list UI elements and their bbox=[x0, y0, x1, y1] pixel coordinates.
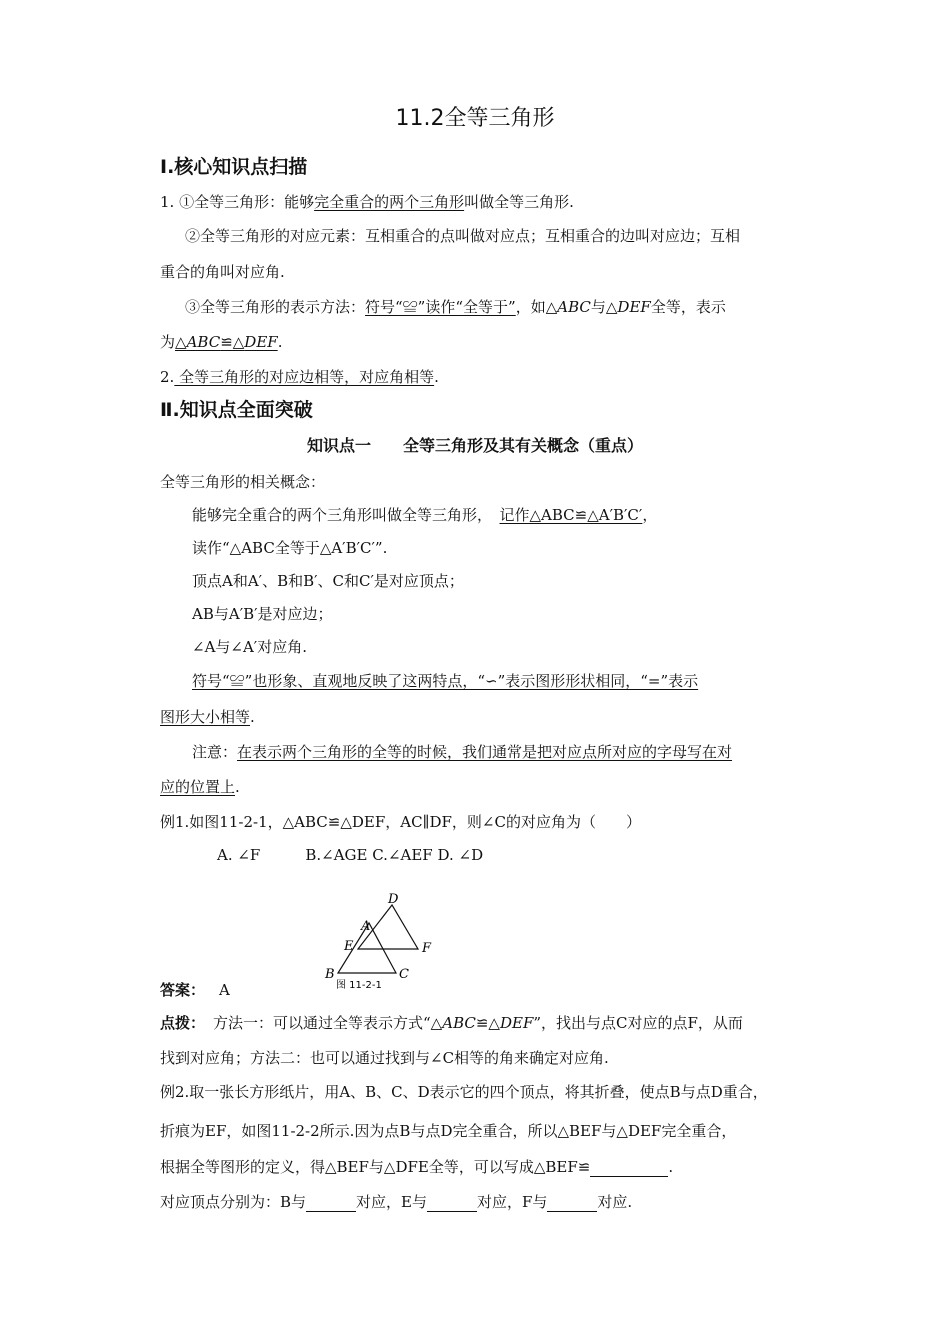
example-1-hint-line-1 bbox=[160, 1013, 743, 1033]
label-b: B bbox=[325, 967, 335, 982]
text: 能够完全重合的两个三角形叫做全等三角形， bbox=[192, 506, 500, 524]
underlined-text bbox=[175, 333, 278, 351]
text: 方法一：可以通过全等表示方式“△ bbox=[213, 1014, 443, 1032]
example-1-answer bbox=[160, 980, 230, 1000]
example-1-hint-line-2: 找到对应角；方法二：也可以通过找到与∠C相等的角来确定对应角. bbox=[160, 1049, 609, 1067]
note-line-1 bbox=[192, 742, 732, 762]
figure-caption: 图 11-2-1 bbox=[336, 980, 382, 991]
concept-line-5: ∠A与∠A′对应角. bbox=[192, 638, 307, 656]
answer-blank[interactable] bbox=[590, 1161, 668, 1177]
paragraph-1-line-2: ②全等三角形的对应元素：互相重合的点叫做对应点；互相重合的边叫对应边；互相 bbox=[185, 227, 741, 245]
italic-text: ABC bbox=[557, 298, 591, 316]
text: 根据全等图形的定义，得△BEF与△DFE全等，可以写成△BEF≌ bbox=[160, 1158, 591, 1176]
text: 对应，F与 bbox=[476, 1193, 548, 1211]
label-e: E bbox=[344, 939, 354, 954]
page-title: 11.2全等三角形 bbox=[395, 106, 555, 131]
text: 对应顶点分别为：B与 bbox=[160, 1193, 307, 1211]
text: 对应，E与 bbox=[356, 1193, 427, 1211]
section-heading-2: Ⅱ.知识点全面突破 bbox=[160, 399, 313, 421]
italic-text: DEF bbox=[617, 298, 651, 316]
text: ， bbox=[642, 506, 658, 524]
example-1-question: 例1.如图11-2-1，△ABC≌△DEF，AC∥DF，则∠C的对应角为（ ） bbox=[160, 813, 641, 831]
underlined-text: 完全重合的两个三角形 bbox=[314, 193, 465, 211]
section-heading-1: Ⅰ.核心知识点扫描 bbox=[160, 156, 308, 178]
text: 为 bbox=[160, 333, 176, 351]
underlined-text: 应的位置上 bbox=[160, 778, 236, 796]
label-a: A bbox=[361, 919, 371, 934]
paragraph-1-line-4 bbox=[185, 297, 726, 317]
label-c: C bbox=[399, 967, 409, 982]
label-d: D bbox=[388, 892, 399, 907]
italic-text: ABC bbox=[186, 333, 221, 351]
text: 2. bbox=[160, 368, 175, 386]
text: 叫做全等三角形. bbox=[464, 193, 574, 211]
figure-11-2-1 bbox=[316, 888, 446, 993]
paragraph-1-line-1 bbox=[160, 192, 574, 212]
paragraph-2 bbox=[160, 367, 439, 387]
text: 全等，表示 bbox=[650, 298, 726, 316]
text: . bbox=[434, 368, 439, 386]
text: 1. ①全等三角形：能够 bbox=[160, 193, 315, 211]
italic-text: ABC bbox=[442, 1014, 476, 1032]
paragraph-1-line-3: 重合的角叫对应角. bbox=[160, 263, 285, 281]
hint-label: 点拨： bbox=[160, 1014, 206, 1032]
text: ③全等三角形的表示方法： bbox=[185, 298, 366, 316]
text: 对应. bbox=[597, 1193, 633, 1211]
underlined-text: 图形大小相等 bbox=[160, 708, 251, 726]
answer-label: 答案： bbox=[160, 981, 206, 999]
knowledge-point-heading: 知识点一 全等三角形及其有关概念（重点） bbox=[306, 436, 643, 455]
example-2-line-4 bbox=[160, 1192, 632, 1212]
text: △ bbox=[175, 333, 187, 351]
underlined-text: 记作△ABC≌△A′B′C′ bbox=[499, 506, 643, 524]
text: ≌△ bbox=[220, 333, 245, 351]
underlined-text: 符号“≌”也形象、直观地反映了这两特点，“∽”表示图形形状相同，“=”表示 bbox=[192, 672, 699, 690]
answer-value: A bbox=[219, 981, 230, 999]
text: ，如△ bbox=[515, 298, 558, 316]
text: 与△ bbox=[590, 298, 618, 316]
example-2-line-1: 例2.取一张长方形纸片，用A、B、C、D表示它的四个顶点，将其折叠，使点B与点D重合， bbox=[160, 1083, 768, 1101]
text: ≌△ bbox=[475, 1014, 500, 1032]
text: . bbox=[668, 1158, 674, 1176]
answer-blank[interactable] bbox=[547, 1196, 597, 1212]
text: . bbox=[277, 333, 283, 351]
italic-text: DEF bbox=[244, 333, 278, 351]
concept-line-2: 读作“△ABC全等于△A′B′C′”. bbox=[192, 539, 388, 557]
label-f: F bbox=[422, 941, 432, 956]
answer-blank[interactable] bbox=[306, 1196, 356, 1212]
text: 注意： bbox=[192, 743, 238, 761]
underlined-text: 符号“≌”读作“全等于” bbox=[365, 298, 516, 316]
paragraph-1-line-5 bbox=[160, 332, 282, 352]
concept-line-3: 顶点A和A′、B和B′、C和C′是对应顶点； bbox=[192, 572, 464, 590]
italic-text: DEF bbox=[499, 1014, 534, 1032]
example-2-line-2: 折痕为EF，如图11-2-2所示.因为点B与点D完全重合，所以△BEF与△DEF完全重合， bbox=[160, 1122, 737, 1140]
concept-intro: 全等三角形的相关概念： bbox=[160, 473, 326, 491]
note-line-2 bbox=[160, 777, 240, 797]
underlined-text: 在表示两个三角形的全等的时候，我们通常是把对应点所对应的字母写在对 bbox=[237, 743, 733, 761]
concept-line-6 bbox=[192, 671, 698, 691]
concept-line-4: AB与A′B′是对应边； bbox=[192, 605, 333, 623]
answer-blank[interactable] bbox=[427, 1196, 477, 1212]
underlined-text: 全等三角形的对应边相等，对应角相等 bbox=[174, 368, 435, 386]
text: ”，找出与点C对应的点F，从而 bbox=[533, 1014, 743, 1032]
example-2-line-3 bbox=[160, 1157, 673, 1177]
text: . bbox=[250, 708, 255, 726]
example-1-options: A. ∠F B.∠AGE C.∠AEF D. ∠D bbox=[217, 846, 484, 864]
text: . bbox=[235, 778, 240, 796]
concept-line-7 bbox=[160, 707, 255, 727]
concept-line-1 bbox=[192, 505, 657, 525]
